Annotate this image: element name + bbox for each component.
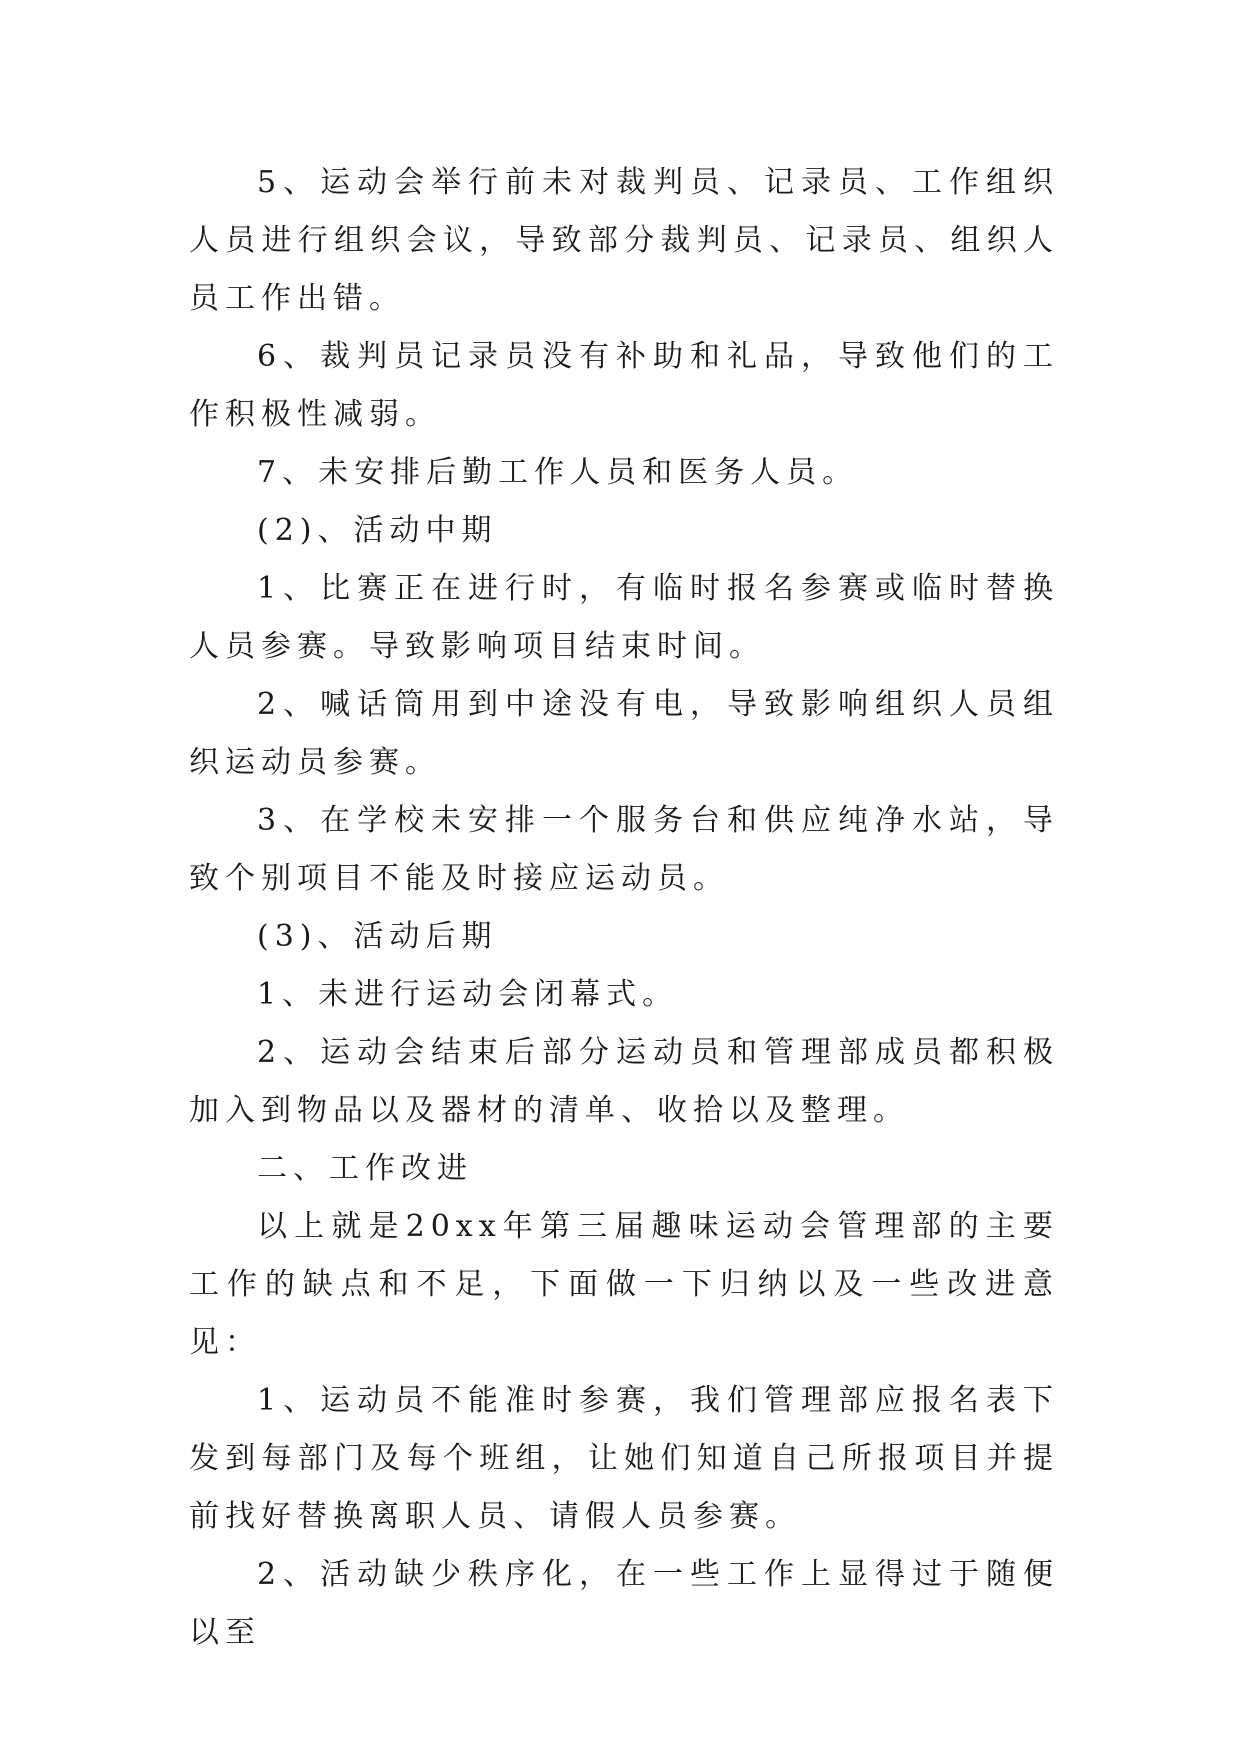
paragraph: 1、运动员不能准时参赛，我们管理部应报名表下发到每部门及每个班组，让她们知道自己所报项目并提前找好替换离职人员、请假人员参赛。 [189,1383,1059,1534]
section-heading: (3)、活动后期 [257,919,498,954]
paragraph: 2、运动会结束后部分运动员和管理部成员都积极加入到物品以及器材的清单、收拾以及整理。 [189,1035,1059,1128]
paragraph: 1、比赛正在进行时，有临时报名参赛或临时替换人员参赛。导致影响项目结束时间。 [189,571,1059,664]
section-heading: 二、工作改进 [257,1151,473,1186]
section-heading: (2)、活动中期 [257,513,498,548]
paragraph: 2、活动缺少秩序化，在一些工作上显得过于随便以至 [189,1557,1059,1650]
paragraph: 以上就是20xx年第三届趣味运动会管理部的主要工作的缺点和不足，下面做一下归纳以及一些改进意见： [189,1209,1059,1360]
paragraph: 2、喊话筒用到中途没有电，导致影响组织人员组织运动员参赛。 [189,687,1059,780]
document-body [189,154,1059,1662]
paragraph: 5、运动会举行前未对裁判员、记录员、工作组织人员进行组织会议，导致部分裁判员、记录员、组织人员工作出错。 [189,165,1059,316]
paragraph: 3、在学校未安排一个服务台和供应纯净水站，导致个别项目不能及时接应运动员。 [189,803,1059,896]
paragraph: 1、未进行运动会闭幕式。 [257,977,679,1012]
paragraph: 7、未安排后勤工作人员和医务人员。 [257,455,859,490]
paragraph: 6、裁判员记录员没有补助和礼品，导致他们的工作积极性减弱。 [189,339,1059,432]
